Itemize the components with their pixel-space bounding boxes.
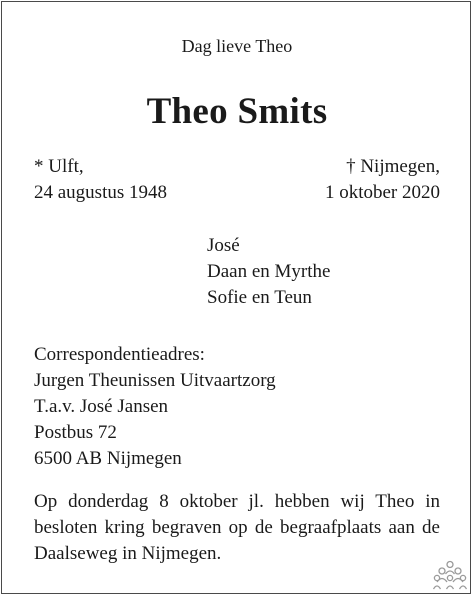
- funeral-notice: [34, 489, 440, 567]
- family-list: [207, 233, 330, 311]
- people-group-icon: [433, 560, 467, 590]
- greeting: Dag lieve Theo: [181, 36, 293, 56]
- address-line: Jurgen Theunissen Uitvaartzorg: [34, 370, 276, 391]
- deceased-name: Theo Smits: [146, 91, 328, 132]
- address-heading: Correspondentieadres:: [34, 344, 205, 365]
- birth-info: [34, 154, 167, 206]
- address-line: 6500 AB Nijmegen: [34, 448, 182, 469]
- address-line: Postbus 72: [34, 422, 117, 443]
- family-member: Daan en Myrthe: [207, 261, 331, 282]
- birth-place: * Ulft,: [34, 156, 84, 177]
- death-info: [325, 154, 440, 206]
- death-place: † Nijmegen,: [346, 156, 440, 177]
- birth-date: 24 augustus 1948: [34, 182, 167, 203]
- family-member: José: [207, 235, 240, 256]
- correspondence-address: [34, 342, 276, 472]
- address-line: T.a.v. José Jansen: [34, 396, 169, 417]
- notice-text: Op donderdag 8 oktober jl. hebben wij Theo in besloten kring begraven op de begraafplaats aan de Daalseweg in Nijmegen.: [34, 491, 440, 564]
- family-member: Sofie en Teun: [207, 287, 312, 308]
- death-date: 1 oktober 2020: [324, 182, 440, 203]
